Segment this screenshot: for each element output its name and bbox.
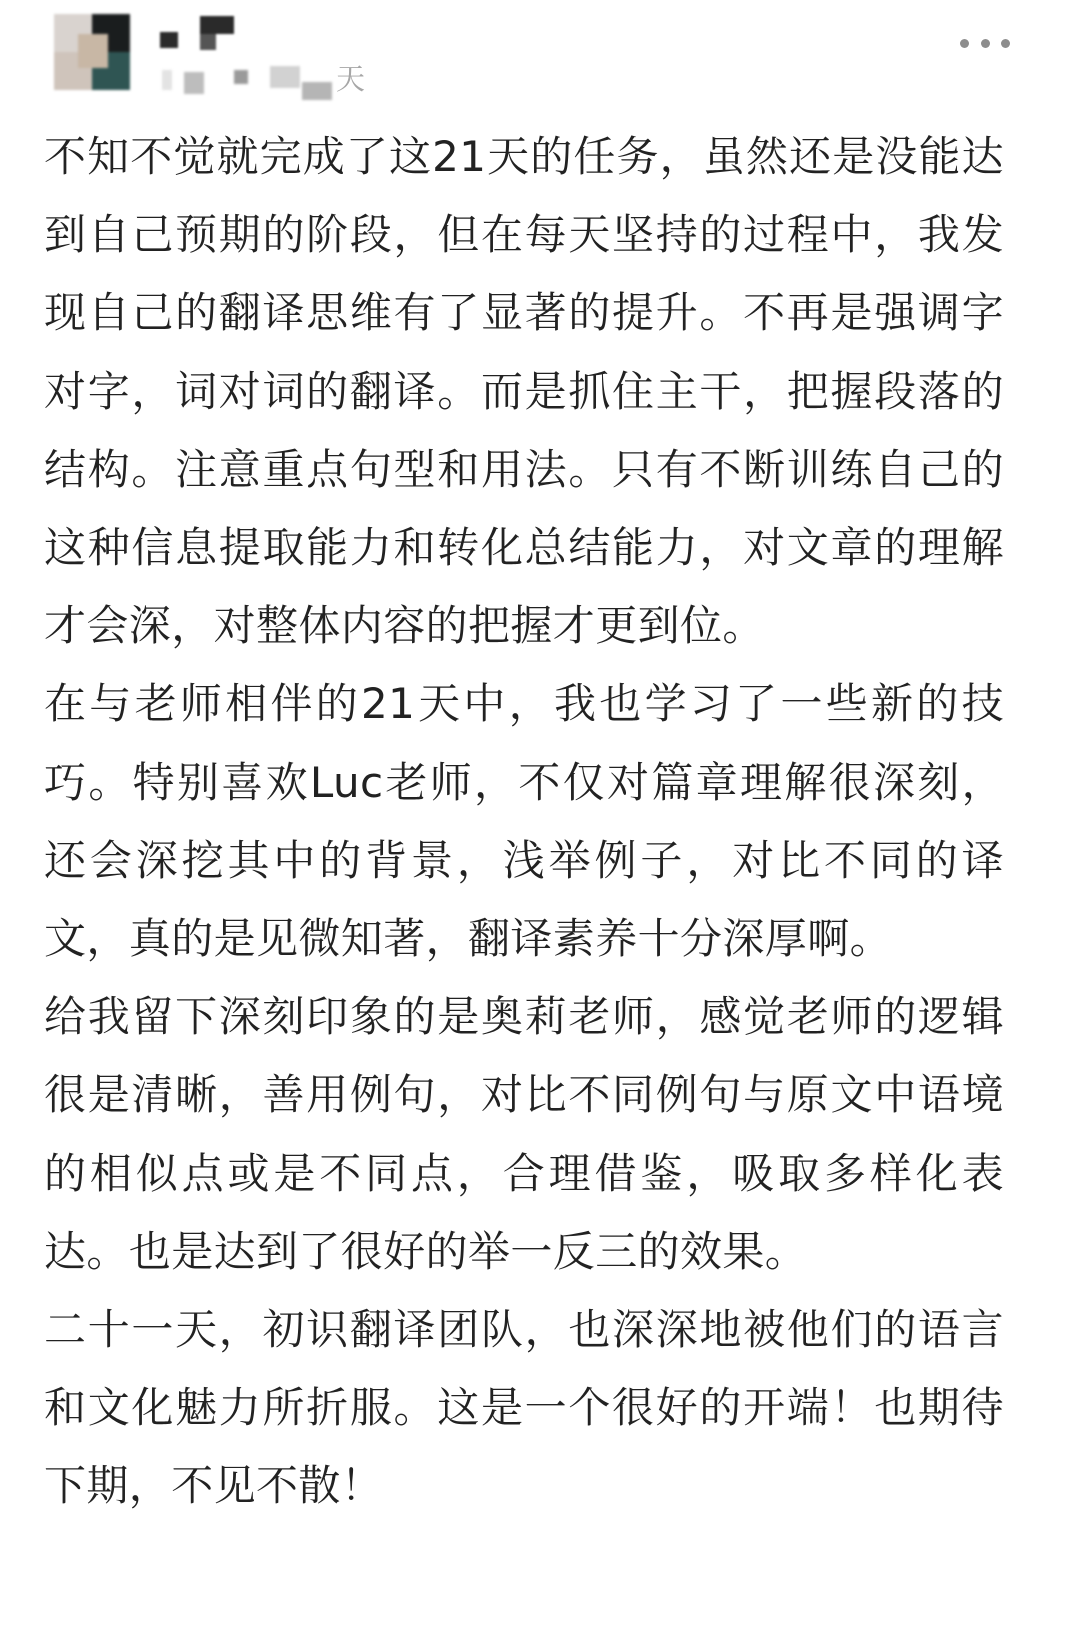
post-paragraph: 不知不觉就完成了这21天的任务，虽然还是没能达到自己预期的阶段，但在每天坚持的过程中，我发现自己的翻译思维有了显著的提升。不再是强调字对字，词对词的翻译。而是抓住主干，把握段落的结构。注意重点句型和用法。只有不断训练自己的这种信息提取能力和转化总结能力，对文章的理解才会深，对整体内容的把握才更到位。 <box>44 132 1004 651</box>
time-blur-block <box>162 70 172 90</box>
post-paragraph: 在与老师相伴的21天中，我也学习了一些新的技巧。特别喜欢Luc老师，不仅对篇章理解很深刻，还会深挖其中的背景，浅举例子，对比不同的译文，真的是见微知著，翻译素养十分深厚啊。 <box>44 679 1004 964</box>
post-header <box>0 0 1080 120</box>
user-avatar[interactable] <box>54 14 130 90</box>
post-paragraph: 二十一天，初识翻译团队，也深深地被他们的语言和文化魅力所折服。这是一个很好的开端！也期待下期，不见不散！ <box>44 1305 1004 1511</box>
more-dots-icon <box>981 39 990 48</box>
more-options-button[interactable] <box>960 28 1010 58</box>
username-blurred[interactable] <box>160 16 244 54</box>
username-blur-block <box>200 34 216 50</box>
more-dots-icon <box>1001 39 1010 48</box>
post-content <box>44 118 1004 1526</box>
more-dots-icon <box>960 39 969 48</box>
time-blur-block <box>234 70 248 84</box>
post-paragraph: 给我留下深刻印象的是奥莉老师，感觉老师的逻辑很是清晰，善用例句，对比不同例句与原文中语境的相似点或是不同点，合理借鉴，吸取多样化表达。也是达到了很好的举一反三的效果。 <box>44 992 1004 1276</box>
time-blur-block <box>270 66 300 88</box>
time-blur-block <box>302 82 332 100</box>
post-time-blurred <box>162 62 342 102</box>
username-blur-block <box>200 16 234 34</box>
post-time-suffix: 天 <box>336 62 366 96</box>
time-blur-block <box>184 72 204 94</box>
avatar-pixel <box>78 34 108 68</box>
username-blur-block <box>160 32 178 48</box>
